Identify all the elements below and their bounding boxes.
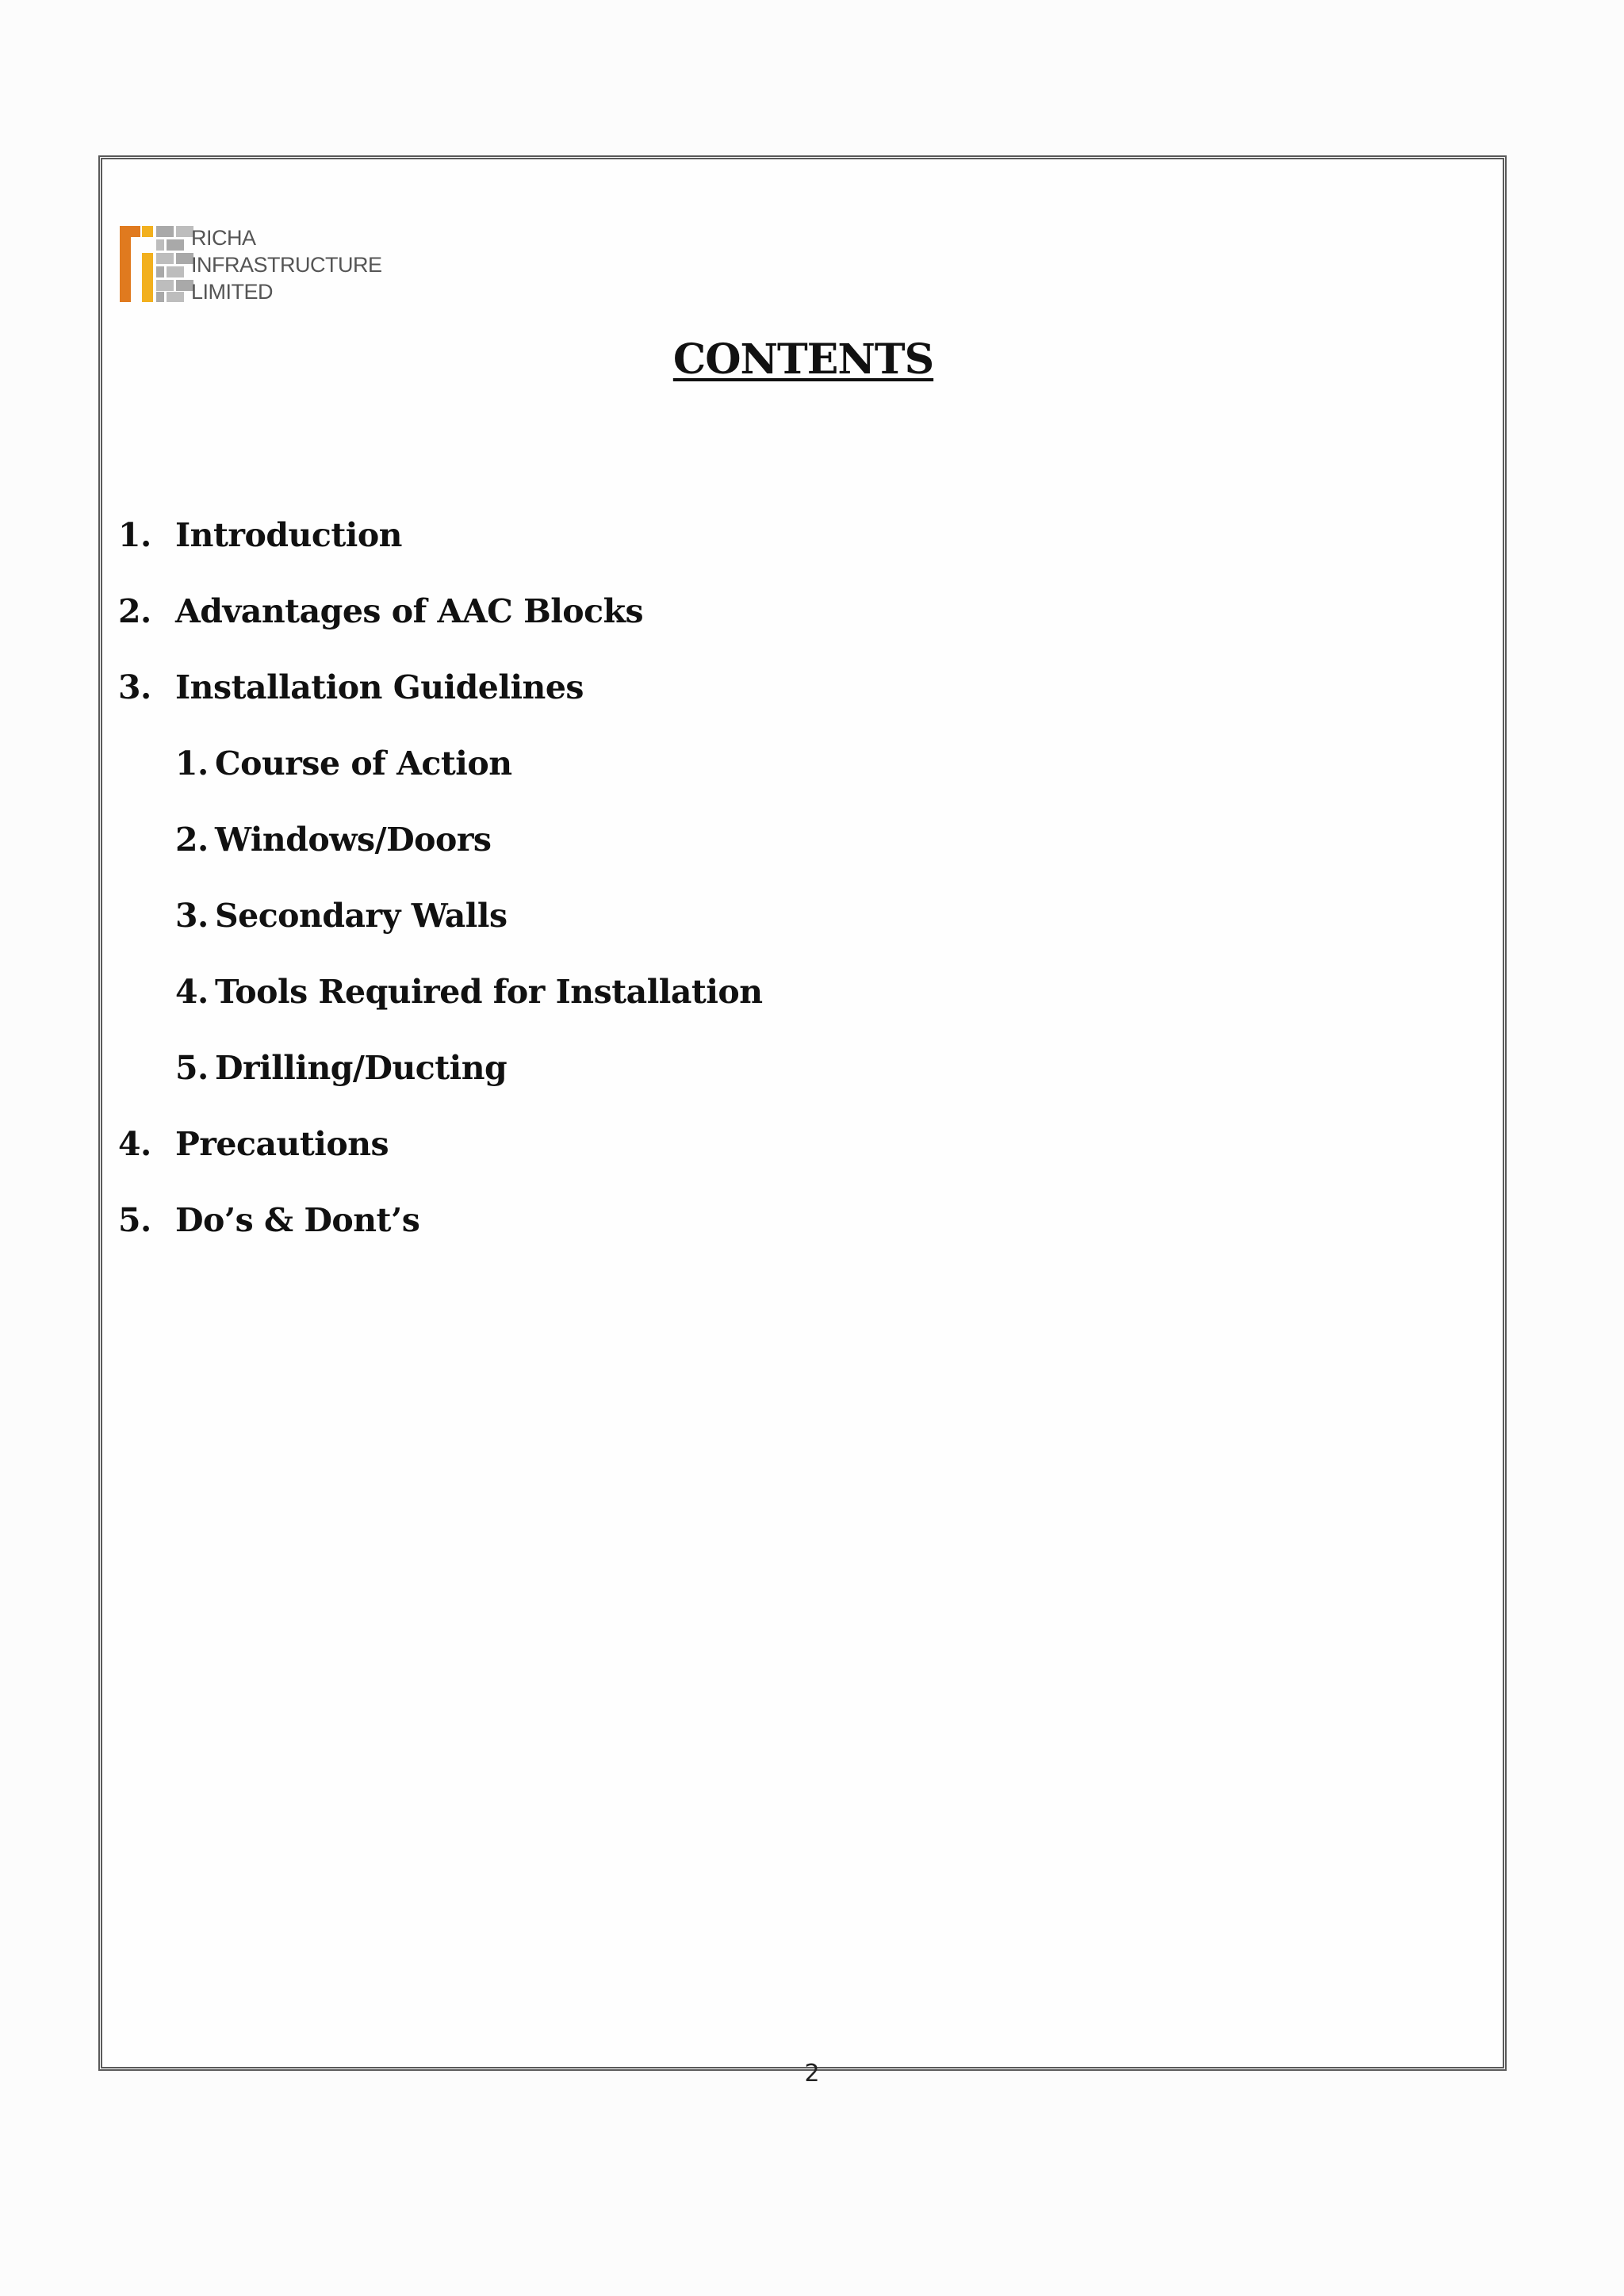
toc-item-label: Do’s & Dont’s: [175, 1201, 420, 1239]
toc-item[interactable]: [118, 592, 643, 668]
toc-subitem-label: Course of Action: [215, 744, 512, 783]
toc-subitem[interactable]: [175, 744, 512, 821]
toc-subitem-label: Windows/Doors: [215, 821, 492, 859]
toc-item[interactable]: [118, 1201, 419, 1277]
company-logo: [120, 224, 389, 312]
toc-subitem[interactable]: [175, 821, 492, 897]
toc-subitem-number: 4.: [175, 973, 209, 1011]
toc-item[interactable]: [118, 516, 402, 592]
page-frame: [98, 155, 1507, 2071]
toc-item-number: 3.: [118, 668, 151, 706]
toc-subitem-label: Secondary Walls: [215, 897, 508, 935]
toc-subitem-label: Drilling/Ducting: [215, 1049, 508, 1087]
toc-subitem-number: 2.: [175, 821, 209, 859]
logo-wordmark: [191, 224, 382, 305]
toc-subitem-number: 1.: [175, 744, 209, 783]
page-number: 2: [804, 2060, 820, 2087]
logo-line-3: LIMITED: [191, 280, 274, 304]
toc-item-label: Introduction: [175, 516, 402, 554]
toc-subitem[interactable]: [175, 1049, 507, 1125]
toc-item-number: 1.: [118, 516, 151, 554]
toc-item-number: 5.: [118, 1201, 151, 1239]
toc-subitem-label: Tools Required for Installation: [215, 973, 763, 1011]
toc-item-number: 2.: [118, 592, 151, 630]
toc-item-label: Installation Guidelines: [175, 668, 584, 706]
toc-subitem[interactable]: [175, 973, 763, 1049]
page-title: CONTENTS: [672, 335, 934, 384]
toc-subitem[interactable]: [175, 897, 508, 973]
toc-item-label: Advantages of AAC Blocks: [175, 592, 644, 630]
toc-subitem-number: 3.: [175, 897, 209, 935]
logo-line-1: RICHA: [191, 226, 256, 250]
logo-line-2: INFRASTRUCTURE: [191, 253, 382, 277]
toc-item[interactable]: [118, 668, 584, 744]
toc-subitem-number: 5.: [175, 1049, 209, 1087]
toc-item-label: Precautions: [175, 1125, 389, 1163]
toc-item[interactable]: [118, 1125, 389, 1201]
toc-item-number: 4.: [118, 1125, 151, 1163]
